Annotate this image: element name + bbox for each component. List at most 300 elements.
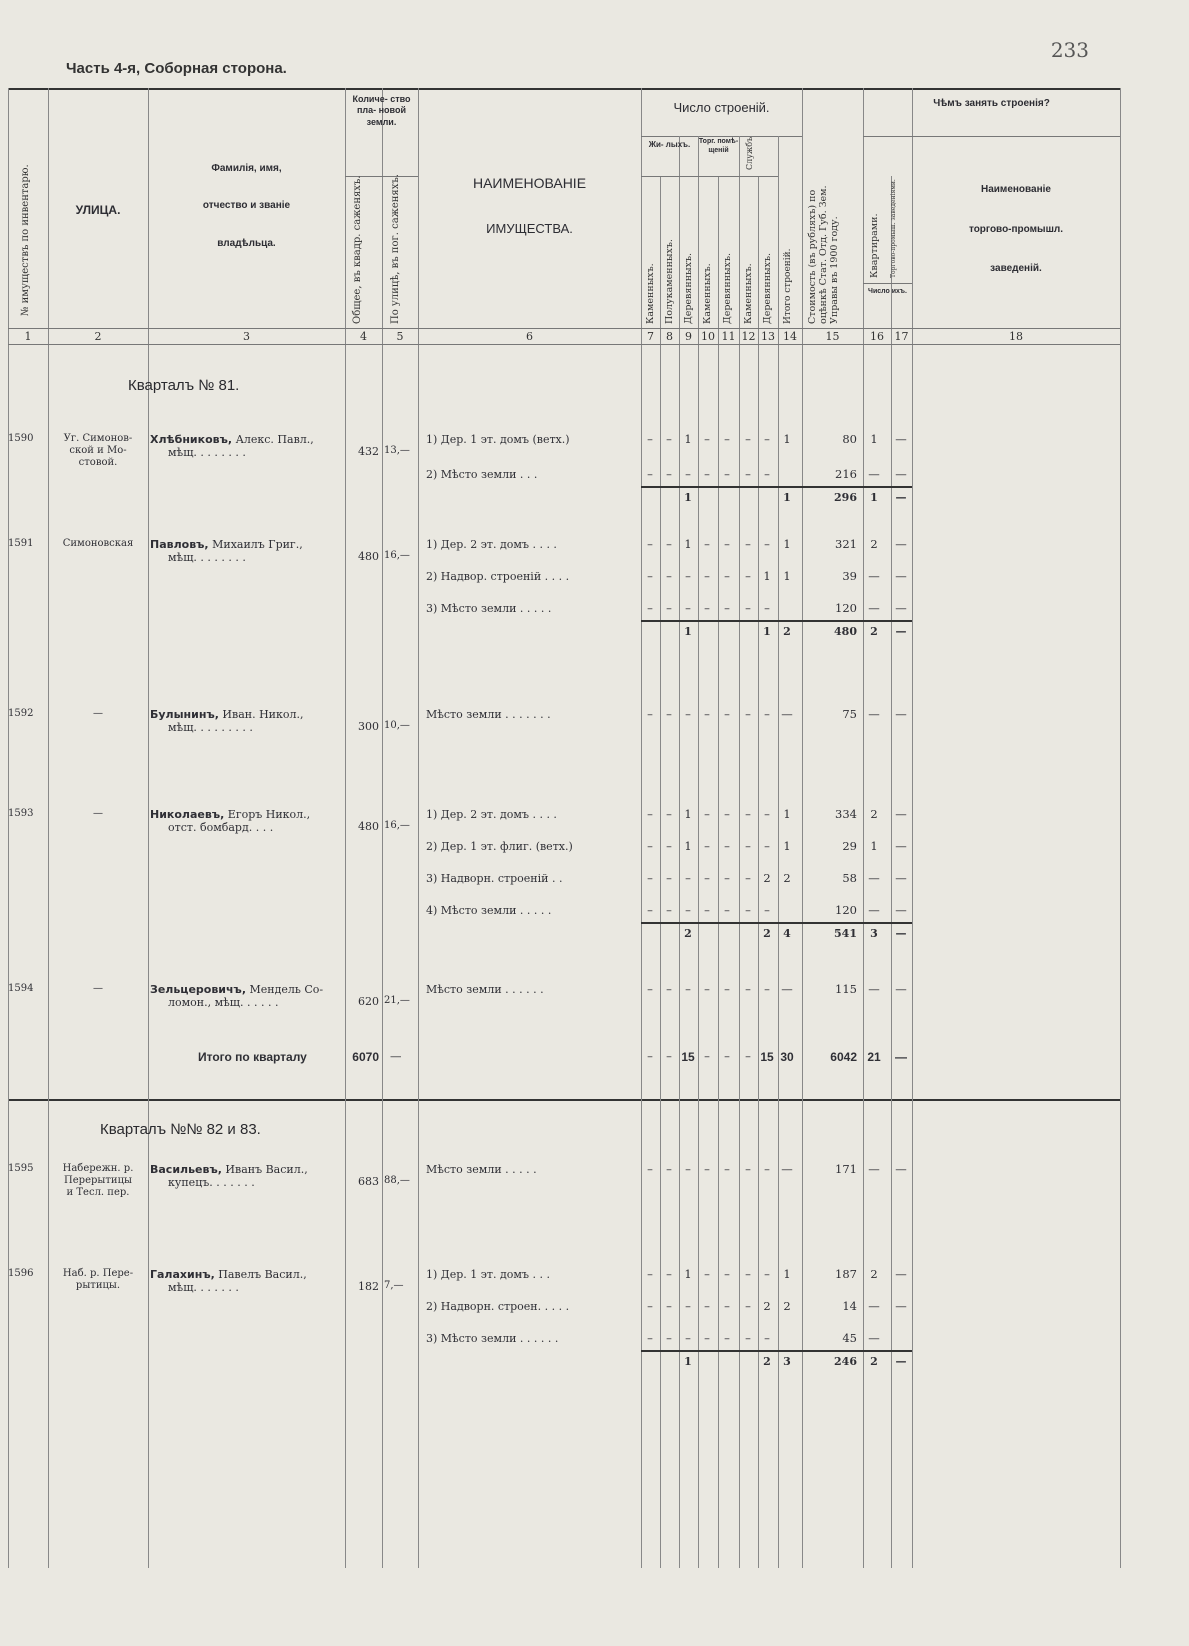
col-header-area: Общее, въ квадр. саженяхъ.	[352, 175, 363, 324]
dash-mark: –	[745, 1049, 751, 1063]
entry-number: 1595	[8, 1163, 34, 1174]
entry-street: стовой.	[78, 457, 118, 468]
dash-mark: –	[685, 1299, 691, 1313]
col-header-c9: Деревянныхъ.	[683, 252, 694, 324]
sum-c14: 2	[783, 625, 791, 638]
entry-owner	[150, 808, 310, 821]
cell-c17: —	[895, 839, 907, 853]
column-number: 7	[647, 330, 654, 343]
col-header-owner-1: Фамилія, имя,	[211, 163, 282, 174]
dash-mark: –	[647, 807, 653, 821]
sum-c17: —	[895, 625, 907, 638]
dash-mark: –	[666, 1331, 672, 1345]
cell-c15: 120	[835, 903, 857, 917]
dash-mark: –	[724, 1331, 730, 1345]
cell-c16: —	[868, 1299, 880, 1313]
column-number: 10	[701, 330, 715, 343]
entry-number: 1591	[8, 538, 34, 549]
cell-c16: 1	[870, 839, 878, 853]
entry-number: 1593	[8, 808, 34, 819]
dash-mark: –	[745, 569, 751, 583]
dash-mark: –	[764, 467, 770, 481]
dash-mark: –	[724, 432, 730, 446]
cell-c9: 1	[684, 807, 692, 821]
dash-mark: –	[666, 1162, 672, 1176]
dash-mark: –	[647, 1299, 653, 1313]
dash-mark: –	[666, 903, 672, 917]
entry-street: —	[93, 708, 103, 719]
cell-c16: —	[868, 569, 880, 583]
cell-c15: 75	[842, 707, 857, 721]
dash-mark: –	[685, 1162, 691, 1176]
row-rule	[8, 328, 1120, 329]
owner-given-names: Иван. Никол.,	[222, 708, 304, 721]
quarter-total-c14: 30	[780, 1050, 794, 1064]
entry-area: 480	[358, 550, 379, 563]
cell-c16: —	[868, 601, 880, 615]
row-rule	[863, 136, 1120, 137]
entry-street: —	[93, 983, 103, 994]
cell-c16: 2	[870, 537, 878, 551]
dash-mark: –	[724, 707, 730, 721]
quarter-total-street: —	[390, 1049, 402, 1063]
sum-c17: —	[895, 491, 907, 504]
entry-area: 432	[358, 445, 379, 458]
cell-c16: —	[868, 707, 880, 721]
entry-number: 1594	[8, 983, 34, 994]
column-number: 5	[396, 330, 404, 343]
cell-c15: 58	[842, 871, 857, 885]
col-header-c13: Деревянныхъ.	[762, 252, 773, 324]
sum-c14: 3	[783, 1355, 791, 1368]
dash-mark: –	[745, 432, 751, 446]
dash-mark: –	[666, 1049, 672, 1063]
property-item: Мѣсто земли . . . . .	[426, 1163, 537, 1176]
cell-c15: 115	[835, 982, 857, 996]
cell-c17: —	[895, 807, 907, 821]
property-item: 1) Дер. 1 эт. домъ (ветх.)	[426, 433, 570, 446]
dash-mark: –	[764, 537, 770, 551]
entry-area: 683	[358, 1175, 379, 1188]
dash-mark: –	[764, 1162, 770, 1176]
owner-given-names: Мендель Со-	[249, 983, 324, 996]
dash-mark: –	[666, 1267, 672, 1281]
column-number: 14	[783, 330, 797, 343]
column-number: 4	[360, 330, 367, 343]
column-number: 16	[870, 330, 884, 343]
cell-c17: —	[895, 903, 907, 917]
cell-c13: 2	[763, 871, 771, 885]
column-number: 3	[243, 330, 250, 343]
cell-c15: 120	[835, 601, 857, 615]
dash-mark: –	[647, 839, 653, 853]
cell-c15: 29	[842, 839, 857, 853]
cell-c16: —	[868, 1331, 880, 1345]
dash-mark: –	[764, 982, 770, 996]
dash-mark: –	[666, 1299, 672, 1313]
sum-c13: 2	[763, 1355, 771, 1368]
col-header-total-buildings: Итого строеній.	[783, 248, 793, 324]
col-header-establishments-2: торгово-промышл.	[968, 224, 1064, 235]
column-rule	[802, 88, 803, 1568]
entry-owner-status: мѣщ. . . . . . . .	[168, 551, 246, 564]
cell-c17: —	[895, 537, 907, 551]
sum-c15: 296	[834, 491, 857, 504]
entry-street: Уг. Симонов-	[63, 433, 133, 444]
dash-mark: –	[704, 1331, 710, 1345]
cell-c16: —	[868, 871, 880, 885]
sum-rule	[641, 620, 912, 622]
cell-c15: 39	[842, 569, 857, 583]
dash-mark: –	[666, 537, 672, 551]
dash-mark: –	[647, 871, 653, 885]
col-header-trade: Торгово-промыш. заведеніями.	[890, 179, 897, 278]
col-header-land-qty: Количе- ство пла- новой земли.	[352, 94, 411, 127]
sum-c15: 541	[834, 927, 857, 940]
dash-mark: –	[704, 839, 710, 853]
column-number: 9	[685, 330, 692, 343]
column-rule	[641, 88, 642, 1568]
dash-mark: –	[647, 982, 653, 996]
col-header-establishments-3: заведеній.	[990, 263, 1042, 274]
entry-street: Перерытицы	[64, 1175, 132, 1186]
property-item: 1) Дер. 2 эт. домъ . . . .	[426, 538, 557, 551]
row-rule	[863, 283, 912, 284]
column-number: 12	[741, 330, 756, 343]
col-header-c11: Деревянныхъ.	[722, 252, 733, 324]
dash-mark: –	[685, 1331, 691, 1345]
owner-surname: Николаевъ,	[150, 808, 225, 821]
cell-c16: —	[868, 982, 880, 996]
cell-c15: 45	[842, 1331, 857, 1345]
column-number: 2	[94, 330, 102, 343]
cell-c14: 1	[783, 839, 791, 853]
col-header-valuation: Стоимость (въ рубляхъ) по оцѣнкѣ Стат. Отд. Губ. Зем. Управы въ 1900 году.	[807, 185, 840, 324]
column-number: 8	[666, 330, 673, 343]
dash-mark: –	[745, 1162, 751, 1176]
dash-mark: –	[704, 432, 710, 446]
col-header-apartments: Квартирами.	[869, 213, 880, 278]
dash-mark: –	[745, 1331, 751, 1345]
dash-mark: –	[647, 537, 653, 551]
col-header-count: Число ихъ.	[868, 288, 907, 295]
quarter-total-c16: 21	[867, 1050, 881, 1064]
dash-mark: –	[647, 707, 653, 721]
dash-mark: –	[764, 1267, 770, 1281]
property-item: 3) Мѣсто земли . . . . . .	[426, 1332, 559, 1345]
dash-mark: –	[724, 1299, 730, 1313]
cell-c17: —	[895, 1299, 907, 1313]
dash-mark: –	[764, 601, 770, 615]
sum-c15: 246	[834, 1355, 857, 1368]
cell-c16: 2	[870, 807, 878, 821]
sum-c9: 1	[684, 491, 692, 504]
dash-mark: –	[724, 903, 730, 917]
entry-frontage: 13,—	[384, 445, 410, 456]
cell-c17: —	[895, 871, 907, 885]
quarter-total-c13: 15	[760, 1050, 774, 1064]
dash-mark: –	[666, 432, 672, 446]
cell-c16: —	[868, 1162, 880, 1176]
dash-mark: –	[745, 1267, 751, 1281]
sum-c17: —	[895, 927, 907, 940]
dash-mark: –	[704, 871, 710, 885]
property-item: 2) Надвор. строеній . . . .	[426, 570, 570, 583]
cell-c14: 1	[783, 569, 791, 583]
dash-mark: –	[666, 707, 672, 721]
entry-frontage: 16,—	[384, 820, 410, 831]
dash-mark: –	[685, 601, 691, 615]
owner-given-names: Иванъ Васил.,	[225, 1163, 308, 1176]
col-header-c10: Каменныхъ.	[702, 263, 713, 324]
entry-frontage: 16,—	[384, 550, 410, 561]
cell-c15: 14	[842, 1299, 857, 1313]
entry-owner-status: мѣщ. . . . . . . . .	[168, 721, 253, 734]
dash-mark: –	[647, 1331, 653, 1345]
cell-c15: 334	[835, 807, 857, 821]
column-rule	[418, 88, 419, 1568]
entry-owner	[150, 983, 323, 996]
owner-surname: Павловъ,	[150, 538, 209, 551]
col-header-c8: Полукаменныхъ.	[664, 239, 675, 324]
dash-mark: –	[745, 903, 751, 917]
cell-c9: 1	[684, 1267, 692, 1281]
cell-c9: 1	[684, 839, 692, 853]
cell-c15: 171	[835, 1162, 857, 1176]
dash-mark: –	[724, 871, 730, 885]
entry-area: 300	[358, 720, 379, 733]
entry-owner-status: мѣщ. . . . . . . .	[168, 446, 246, 459]
property-item: Мѣсто земли . . . . . . .	[426, 708, 551, 721]
cell-c9: 1	[684, 432, 692, 446]
entry-number: 1596	[8, 1268, 34, 1279]
cell-c14: 1	[783, 432, 791, 446]
entry-street: —	[93, 808, 103, 819]
col-header-occupied: Чѣмъ занять строенія?	[933, 98, 1050, 109]
entry-owner-status: отст. бомбард. . . .	[168, 821, 274, 834]
dash-mark: –	[666, 839, 672, 853]
dash-mark: –	[764, 432, 770, 446]
col-header-buildings: Число строеній.	[673, 100, 770, 115]
cell-c15: 80	[842, 432, 857, 446]
quarter-total-c15: 6042	[830, 1050, 857, 1064]
sum-c14: 4	[783, 927, 791, 940]
entry-frontage: 21,—	[384, 995, 410, 1006]
sum-c16: 3	[870, 927, 878, 940]
dash-mark: –	[704, 1162, 710, 1176]
dash-mark: –	[647, 1162, 653, 1176]
entry-owner	[150, 708, 304, 721]
col-header-commercial: Торг. помѣ- щеній	[698, 138, 739, 154]
dash-mark: –	[647, 601, 653, 615]
dash-mark: –	[704, 569, 710, 583]
col-header-street: УЛИЦА.	[75, 203, 121, 217]
owner-surname: Галахинъ,	[150, 1268, 215, 1281]
entry-street: Набережн. р.	[62, 1163, 134, 1174]
cell-c9: 1	[684, 537, 692, 551]
entry-area: 620	[358, 995, 379, 1008]
dash-mark: –	[685, 569, 691, 583]
dash-mark: –	[724, 569, 730, 583]
register-table	[8, 88, 1120, 1568]
dash-mark: –	[724, 807, 730, 821]
col-header-c12: Каменныхъ.	[743, 263, 754, 324]
quarter-total-c9: 15	[681, 1050, 695, 1064]
sum-rule	[641, 486, 912, 488]
dash-mark: –	[647, 569, 653, 583]
dash-mark: –	[666, 871, 672, 885]
sum-rule	[641, 1350, 912, 1352]
dash-mark: –	[704, 807, 710, 821]
col-header-property-2: ИМУЩЕСТВА.	[486, 221, 573, 236]
col-header-establishments-1: Наименованіе	[981, 184, 1051, 195]
cell-c17: —	[895, 569, 907, 583]
dash-mark: –	[647, 467, 653, 481]
col-header-property-1: НАИМЕНОВАНІЕ	[472, 175, 587, 191]
cell-c17: —	[895, 432, 907, 446]
owner-given-names: Егоръ Никол.,	[227, 808, 311, 821]
table-right-border	[1120, 88, 1121, 1568]
column-number: 17	[894, 330, 909, 343]
dash-mark: –	[666, 467, 672, 481]
dash-mark: –	[745, 1299, 751, 1313]
quarter-title: Кварталъ № 81.	[128, 377, 240, 394]
entry-number: 1590	[8, 433, 34, 444]
cell-c14: 1	[783, 537, 791, 551]
dash-mark: –	[745, 537, 751, 551]
property-item: 2) Дер. 1 эт. флиг. (ветх.)	[426, 840, 573, 853]
entry-street: и Тесл. пер.	[66, 1187, 130, 1198]
dash-mark: –	[666, 982, 672, 996]
cell-c14: 2	[783, 1299, 791, 1313]
cell-c17: —	[895, 982, 907, 996]
dash-mark: –	[666, 601, 672, 615]
dash-mark: –	[704, 601, 710, 615]
column-rule	[48, 88, 49, 1568]
cell-c14: —	[781, 707, 793, 721]
column-number: 15	[825, 330, 840, 343]
dash-mark: –	[704, 537, 710, 551]
owner-surname: Хлѣбниковъ,	[150, 433, 233, 446]
sum-c16: 2	[870, 625, 878, 638]
owner-surname: Булынинъ,	[150, 708, 219, 721]
property-item: 3) Надворн. строеній . .	[426, 872, 563, 885]
quarter-total-label: Итого по кварталу	[198, 1050, 307, 1064]
cell-c16: —	[868, 467, 880, 481]
entry-owner	[150, 538, 303, 551]
dash-mark: –	[685, 467, 691, 481]
dash-mark: –	[685, 707, 691, 721]
sum-c9: 1	[684, 625, 692, 638]
entry-owner-status: купецъ. . . . . . .	[168, 1176, 255, 1189]
entry-street: ской и Мо-	[69, 445, 127, 456]
quarter-separator	[8, 1099, 1120, 1101]
cell-c15: 216	[835, 467, 857, 481]
dash-mark: –	[724, 1049, 730, 1063]
sum-c9: 2	[684, 927, 692, 940]
row-rule	[8, 344, 1120, 345]
property-item: 2) Надворн. строен. . . . .	[426, 1300, 570, 1313]
quarter-title: Кварталъ №№ 82 и 83.	[100, 1121, 261, 1138]
table-left-border	[8, 88, 9, 1568]
col-header-c7: Каменныхъ.	[645, 263, 656, 324]
dash-mark: –	[704, 903, 710, 917]
dash-mark: –	[647, 903, 653, 917]
table-top-border	[8, 88, 1120, 90]
cell-c13: 2	[763, 1299, 771, 1313]
dash-mark: –	[704, 982, 710, 996]
page-number: 233	[1050, 38, 1089, 62]
dash-mark: –	[704, 1049, 710, 1063]
sum-c9: 1	[684, 1355, 692, 1368]
sum-c14: 1	[783, 491, 791, 504]
property-item: 1) Дер. 1 эт. домъ . . .	[426, 1268, 550, 1281]
dash-mark: –	[724, 1267, 730, 1281]
dash-mark: –	[685, 982, 691, 996]
sum-c13: 2	[763, 927, 771, 940]
cell-c13: 1	[763, 569, 771, 583]
sum-c13: 1	[763, 625, 771, 638]
dash-mark: –	[724, 537, 730, 551]
property-item: 2) Мѣсто земли . . .	[426, 468, 538, 481]
row-rule	[641, 176, 778, 177]
dash-mark: –	[745, 839, 751, 853]
dash-mark: –	[764, 707, 770, 721]
dash-mark: –	[724, 601, 730, 615]
dash-mark: –	[745, 707, 751, 721]
dash-mark: –	[745, 601, 751, 615]
dash-mark: –	[764, 807, 770, 821]
dash-mark: –	[704, 467, 710, 481]
entry-owner-status: мѣщ. . . . . . .	[168, 1281, 239, 1294]
column-number: 6	[526, 330, 533, 343]
column-rule	[863, 88, 864, 1568]
col-header-inventory-no: № имуществъ по инвентарю.	[20, 164, 31, 316]
sum-c15: 480	[834, 625, 857, 638]
dash-mark: –	[764, 903, 770, 917]
entry-owner	[150, 1268, 307, 1281]
cell-c16: 2	[870, 1267, 878, 1281]
cell-c14: —	[781, 982, 793, 996]
col-header-owner-3: владѣльца.	[217, 238, 276, 249]
property-item: Мѣсто земли . . . . . .	[426, 983, 544, 996]
dash-mark: –	[745, 467, 751, 481]
property-item: 4) Мѣсто земли . . . . .	[426, 904, 552, 917]
dash-mark: –	[764, 839, 770, 853]
cell-c17: —	[895, 707, 907, 721]
column-rule	[778, 136, 779, 176]
dash-mark: –	[704, 1267, 710, 1281]
col-header-owner-2: отчество и званіе	[202, 200, 291, 211]
entry-street: Симоновская	[62, 538, 134, 549]
dash-mark: –	[647, 1049, 653, 1063]
sum-c17: —	[895, 1355, 907, 1368]
entry-area: 480	[358, 820, 379, 833]
entry-owner	[150, 433, 314, 446]
quarter-total-area: 6070	[352, 1050, 379, 1064]
entry-street: Наб. р. Пере-	[62, 1268, 134, 1279]
cell-c14: 1	[783, 807, 791, 821]
dash-mark: –	[685, 871, 691, 885]
dash-mark: –	[764, 1331, 770, 1345]
column-number: 18	[1009, 330, 1023, 343]
cell-c14: 1	[783, 1267, 791, 1281]
dash-mark: –	[745, 982, 751, 996]
dash-mark: –	[724, 982, 730, 996]
owner-surname: Васильевъ,	[150, 1163, 222, 1176]
entry-street: рытицы.	[75, 1280, 121, 1291]
property-item: 1) Дер. 2 эт. домъ . . . .	[426, 808, 557, 821]
